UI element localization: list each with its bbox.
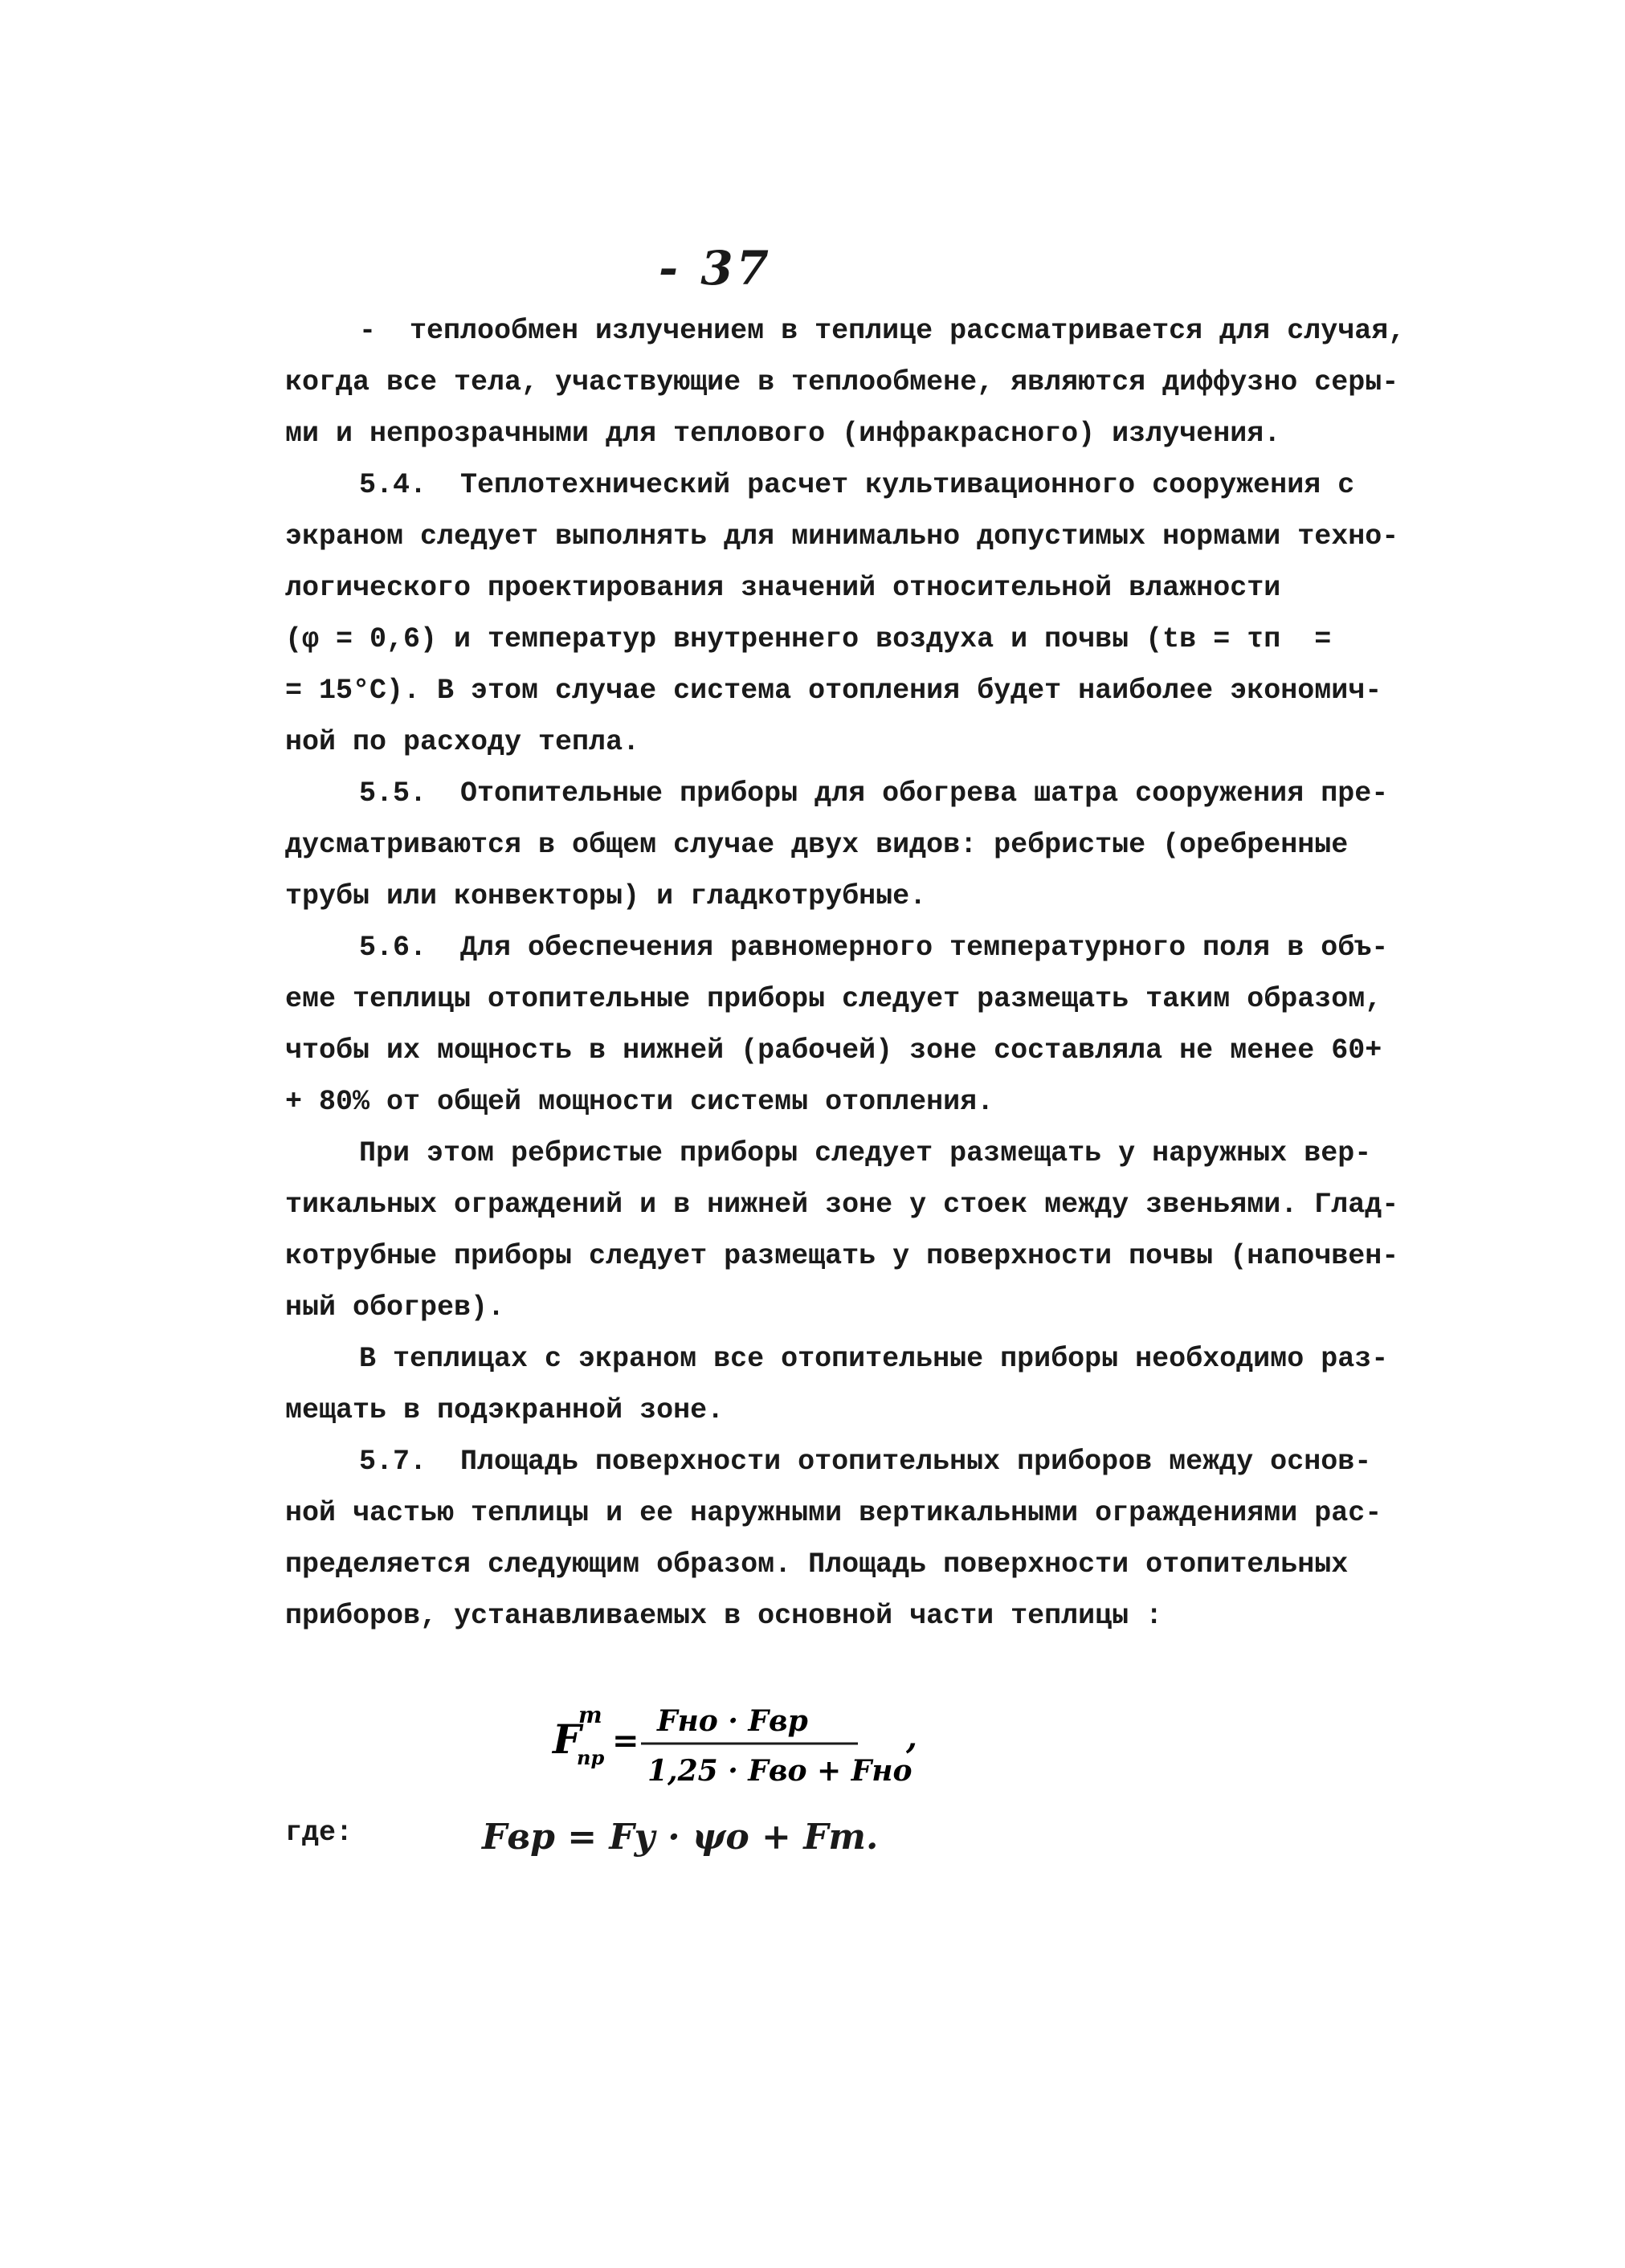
formula-svg <box>553 1691 1035 1795</box>
text-line: ной по расходу тепла. <box>285 726 640 758</box>
text-line: мещать в подэкранной зоне. <box>285 1394 725 1426</box>
text-line: = 15°С). В этом случае система отопления будет наиболее экономич- <box>285 675 1382 707</box>
text-line: ной частью теплицы и ее наружными вертикальными ограждениями рас- <box>285 1497 1382 1529</box>
text-line: еме теплицы отопительные приборы следует размещать таким образом, <box>285 983 1382 1015</box>
text-line: + 80% от общей мощности системы отопления. <box>285 1086 994 1118</box>
text-line: 5.6. Для обеспечения равномерного температурного поля в объ- <box>359 932 1389 964</box>
text-line: приборов, устанавливаемых в основной части теплицы : <box>285 1600 1163 1632</box>
formula-vr-area: Fвр = Fу · ψо + Fт. <box>482 1817 879 1858</box>
text-line: тикальных ограждений и в нижней зоне у стоек между звеньями. Глад- <box>285 1189 1399 1221</box>
text-line: - теплообмен излучением в теплице рассматривается для случая, <box>359 315 1406 347</box>
text-line: пределяется следующим образом. Площадь поверхности отопительных <box>285 1548 1349 1581</box>
where-label: где: <box>285 1817 353 1849</box>
text-line: ный обогрев). <box>285 1291 505 1324</box>
text-line: трубы или конвекторы) и гладкотрубные. <box>285 880 927 912</box>
formula-trailing-comma: , <box>906 1719 917 1756</box>
formula-denominator: 1,25 · Fво + Fно <box>647 1754 913 1788</box>
text-line: экраном следует выполнять для минимально допустимых нормами техно- <box>285 520 1399 553</box>
text-line: 5.5. Отопительные приборы для обогрева шатра сооружения пре- <box>359 777 1389 810</box>
text-line: котрубные приборы следует размещать у поверхности почвы (напочвен- <box>285 1240 1399 1272</box>
page-number: - 37 <box>659 241 772 296</box>
formula-lhs-sub: пр <box>577 1746 605 1769</box>
text-line: (φ = 0,6) и температур внутреннего воздуха и почвы (tв = τп = <box>285 623 1332 655</box>
text-line: когда все тела, участвующие в теплообмене, являются диффузно серы- <box>285 366 1399 398</box>
formula-numerator: Fно · Fвр <box>657 1704 808 1738</box>
text-line: 5.4. Теплотехнический расчет культивационного сооружения с <box>359 469 1355 501</box>
text-line: В теплицах с экраном все отопительные приборы необходимо раз- <box>359 1343 1389 1375</box>
formula-lhs: F <box>553 1715 582 1763</box>
text-line: При этом ребристые приборы следует размещать у наружных вер- <box>359 1137 1372 1169</box>
body-text <box>285 305 1406 1642</box>
text-line: ми и непрозрачными для теплового (инфракрасного) излучения. <box>285 418 1281 450</box>
text-line: логического проектирования значений относительной влажности <box>285 572 1281 604</box>
text-line: дусматриваются в общем случае двух видов: ребристые (оребренные <box>285 829 1349 861</box>
formula-equals: = <box>612 1722 639 1760</box>
text-line: чтобы их мощность в нижней (рабочей) зоне составляла не менее 60+ <box>285 1034 1382 1067</box>
formula-heating-area <box>553 1691 1035 1798</box>
text-line: 5.7. Площадь поверхности отопительных приборов между основ- <box>359 1446 1372 1478</box>
formula-lhs-sup: m <box>578 1702 602 1728</box>
